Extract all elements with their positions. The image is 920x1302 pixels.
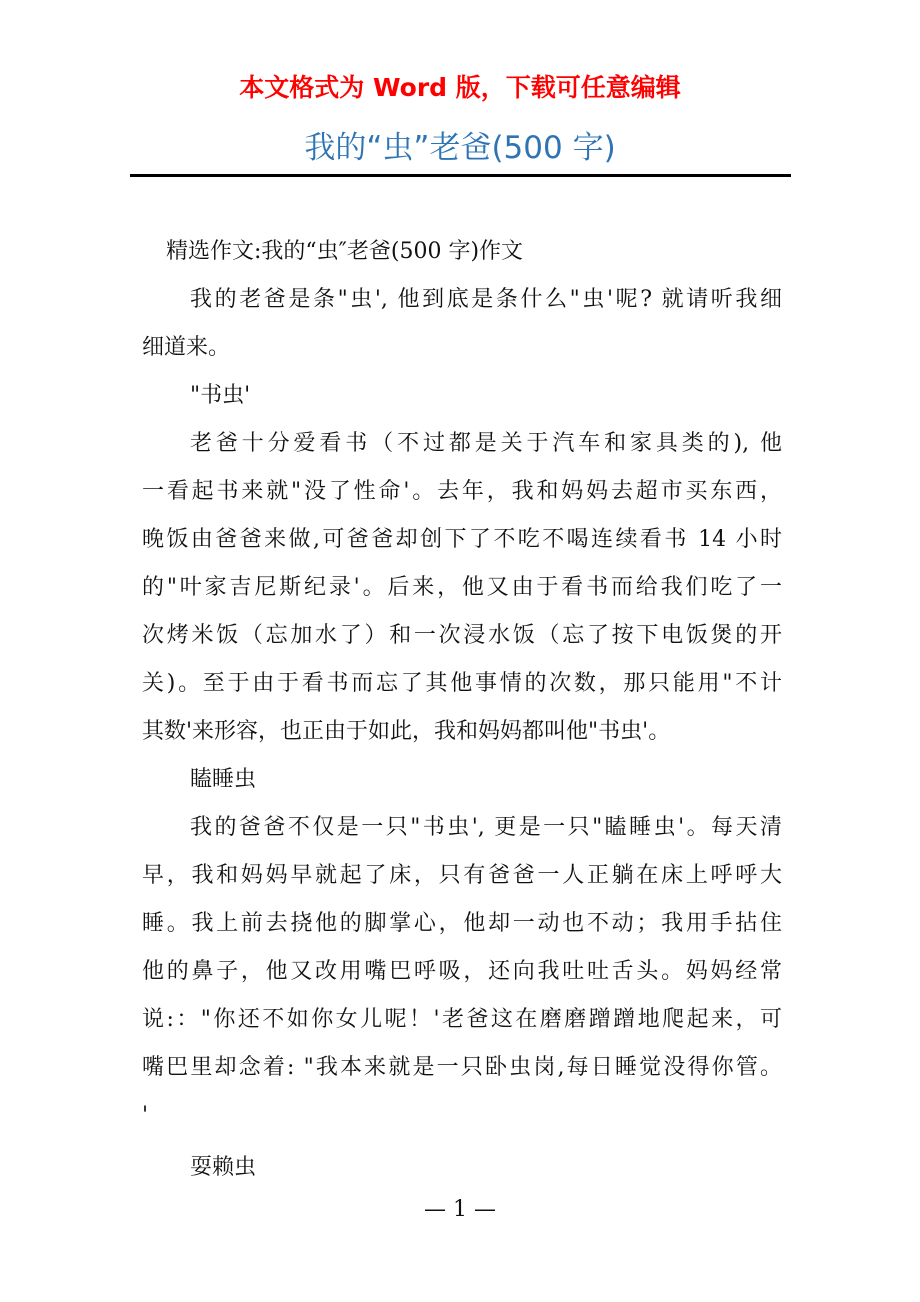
body-line: 晚饭由爸爸来做,可爸爸却创下了不吃不喝连续看书 14 小时 bbox=[142, 527, 782, 552]
body-line: 睡。我上前去挠他的脚掌心，他却一动也不动；我用手拈住 bbox=[142, 911, 782, 936]
body-line: 早，我和妈妈早就起了床，只有爸爸一人正躺在床上呼呼大 bbox=[142, 863, 782, 888]
body-line: 老爸十分爱看书（不过都是关于汽车和家具类的), 他 bbox=[190, 431, 782, 456]
body-line: 嘴巴里却念着: "我本来就是一只卧虫岗,每日睡觉没得你管。 bbox=[142, 1055, 782, 1080]
intro-line: 精选作文:我的“虫″老爸(500 字)作文 bbox=[166, 239, 524, 264]
page-number: — 1 — bbox=[424, 1197, 496, 1222]
title-divider bbox=[130, 174, 791, 177]
body-line: 我的老爸是条"虫', 他到底是条什么"虫'呢? 就请听我细 bbox=[190, 287, 782, 312]
section-heading: "书虫' bbox=[190, 383, 251, 408]
body-line: ' bbox=[142, 1103, 149, 1128]
section-heading: 瞌睡虫 bbox=[190, 767, 257, 792]
body-line: 细道来。 bbox=[142, 335, 231, 360]
body-line: 的"叶家吉尼斯纪录'。后来，他又由于看书而给我们吃了一 bbox=[142, 575, 782, 600]
body-line: 说:："你还不如你女儿呢！'老爸这在磨磨蹭蹭地爬起来，可 bbox=[142, 1007, 782, 1032]
body-line: 他的鼻子，他又改用嘴巴呼吸，还向我吐吐舌头。妈妈经常 bbox=[142, 959, 782, 984]
body-line: 其数'来形容，也正由于如此，我和妈妈都叫他"书虫'。 bbox=[142, 719, 671, 744]
body-line: 我的爸爸不仅是一只"书虫', 更是一只"瞌睡虫'。每天清 bbox=[190, 815, 782, 840]
document-title: 我的“虫”老爸(500 字) bbox=[304, 130, 616, 166]
body-line: 关)。至于由于看书而忘了其他事情的次数，那只能用"不计 bbox=[142, 671, 782, 696]
section-heading: 耍赖虫 bbox=[190, 1155, 257, 1180]
body-line: 次烤米饭（忘加水了）和一次浸水饭（忘了按下电饭煲的开 bbox=[142, 623, 782, 648]
body-line: 一看起书来就"没了性命'。去年，我和妈妈去超市买东西， bbox=[142, 479, 782, 504]
format-notice-banner: 本文格式为 Word 版，下载可任意编辑 bbox=[239, 73, 681, 102]
